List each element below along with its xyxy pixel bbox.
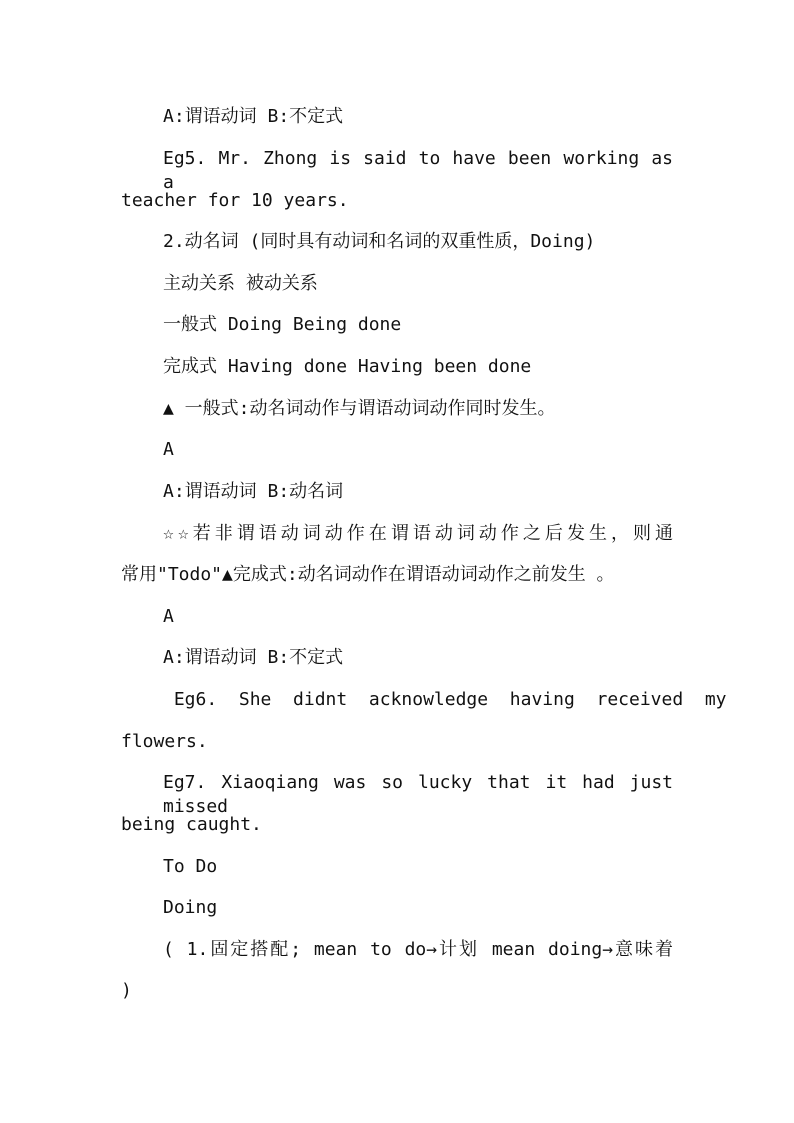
text-line: teacher for 10 years. bbox=[121, 190, 349, 211]
text-line: 一般式 Doing Being done bbox=[163, 314, 402, 335]
text-line: ) bbox=[121, 980, 132, 1001]
text-line: To Do bbox=[163, 856, 218, 877]
text-line: Eg5. Mr. Zhong is said to have been working as a bbox=[163, 148, 673, 193]
text-line: Eg7. Xiaoqiang was so lucky that it had just missed bbox=[163, 772, 673, 817]
text-line: ( 1.固定搭配; mean to do→计划 mean doing→意味着 bbox=[163, 939, 673, 960]
text-line: 主动关系 被动关系 bbox=[163, 273, 318, 294]
text-line: being caught. bbox=[121, 814, 262, 835]
text-line: A:谓语动词 B:不定式 bbox=[163, 106, 344, 127]
text-line: flowers. bbox=[121, 731, 208, 752]
text-line: A bbox=[163, 439, 174, 460]
text-line: ☆☆若非谓语动词动作在谓语动词动作之后发生，则通 bbox=[163, 523, 673, 544]
text-line: A:谓语动词 B:不定式 bbox=[163, 647, 344, 668]
text-line: 2.动名词 (同时具有动词和名词的双重性质，Doing) bbox=[163, 231, 596, 252]
text-line: A bbox=[163, 606, 174, 627]
text-line: A:谓语动词 B:动名词 bbox=[163, 481, 344, 502]
text-line: Doing bbox=[163, 897, 218, 918]
text-line: 完成式 Having done Having been done bbox=[163, 356, 532, 377]
text-line: ▲ 一般式:动名词动作与谓语动词动作同时发生。 bbox=[163, 398, 556, 419]
text-line: Eg6. She didnt acknowledge having received my bbox=[163, 689, 727, 710]
text-line: 常用"Todo"▲完成式:动名词动作在谓语动词动作之前发生 。 bbox=[121, 564, 615, 585]
